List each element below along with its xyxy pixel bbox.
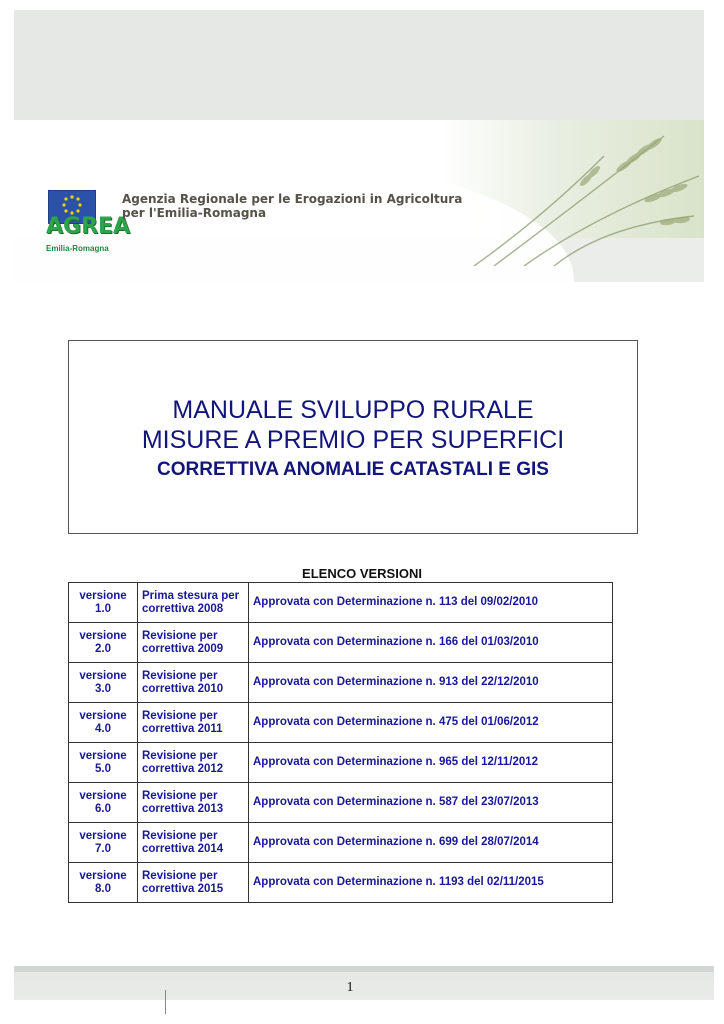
approval-cell: Approvata con Determinazione n. 587 del 23/07/2013 [249, 783, 613, 823]
version-cell: versione 3.0 [69, 663, 138, 703]
footer-band [14, 966, 714, 1000]
page-number: 1 [346, 980, 354, 995]
agency-name [122, 192, 462, 220]
title-box [68, 340, 638, 534]
agrea-logo [46, 190, 131, 262]
description-cell: Revisione per correttiva 2015 [138, 863, 249, 903]
approval-cell: Approvata con Determinazione n. 475 del 01/06/2012 [249, 703, 613, 743]
version-cell: versione 4.0 [69, 703, 138, 743]
version-cell: versione 8.0 [69, 863, 138, 903]
description-cell: Revisione per correttiva 2012 [138, 743, 249, 783]
description-cell: Revisione per correttiva 2011 [138, 703, 249, 743]
footer-divider [165, 990, 166, 1014]
table-row [69, 703, 613, 743]
approval-cell: Approvata con Determinazione n. 166 del 01/03/2010 [249, 623, 613, 663]
table-row [69, 783, 613, 823]
description-cell: Prima stesura per correttiva 2008 [138, 583, 249, 623]
approval-cell: Approvata con Determinazione n. 965 del 12/11/2012 [249, 743, 613, 783]
table-row [69, 583, 613, 623]
table-row [69, 663, 613, 703]
table-row [69, 863, 613, 903]
approval-cell: Approvata con Determinazione n. 699 del 28/07/2014 [249, 823, 613, 863]
logo-word: AGREA [46, 214, 131, 239]
approval-cell: Approvata con Determinazione n. 1193 del 02/11/2015 [249, 863, 613, 903]
document-subtitle: MISURE A PREMIO PER SUPERFICI [141, 426, 565, 454]
description-cell: Revisione per correttiva 2014 [138, 823, 249, 863]
wheat-decoration [454, 116, 704, 266]
agency-line-1: Agenzia Regionale per le Erogazioni in Agricoltura [122, 192, 463, 206]
approval-cell: Approvata con Determinazione n. 913 del 22/12/2010 [249, 663, 613, 703]
table-row [69, 743, 613, 783]
description-cell: Revisione per correttiva 2013 [138, 783, 249, 823]
version-cell: versione 6.0 [69, 783, 138, 823]
approval-cell: Approvata con Determinazione n. 113 del 09/02/2010 [249, 583, 613, 623]
version-cell: versione 2.0 [69, 623, 138, 663]
agency-line-2: per l'Emilia-Romagna [122, 206, 267, 220]
description-cell: Revisione per correttiva 2009 [138, 623, 249, 663]
document-topic: CORRETTIVA ANOMALIE CATASTALI E GIS [157, 459, 549, 480]
logo-region: Emilia-Romagna [46, 244, 109, 253]
table-row [69, 823, 613, 863]
version-cell: versione 7.0 [69, 823, 138, 863]
versions-heading: ELENCO VERSIONI [302, 566, 422, 581]
header-banner [14, 10, 704, 282]
table-row [69, 623, 613, 663]
version-cell: versione 5.0 [69, 743, 138, 783]
versions-table [68, 582, 613, 903]
description-cell: Revisione per correttiva 2010 [138, 663, 249, 703]
version-cell: versione 1.0 [69, 583, 138, 623]
document-title: MANUALE SVILUPPO RURALE [172, 396, 534, 424]
